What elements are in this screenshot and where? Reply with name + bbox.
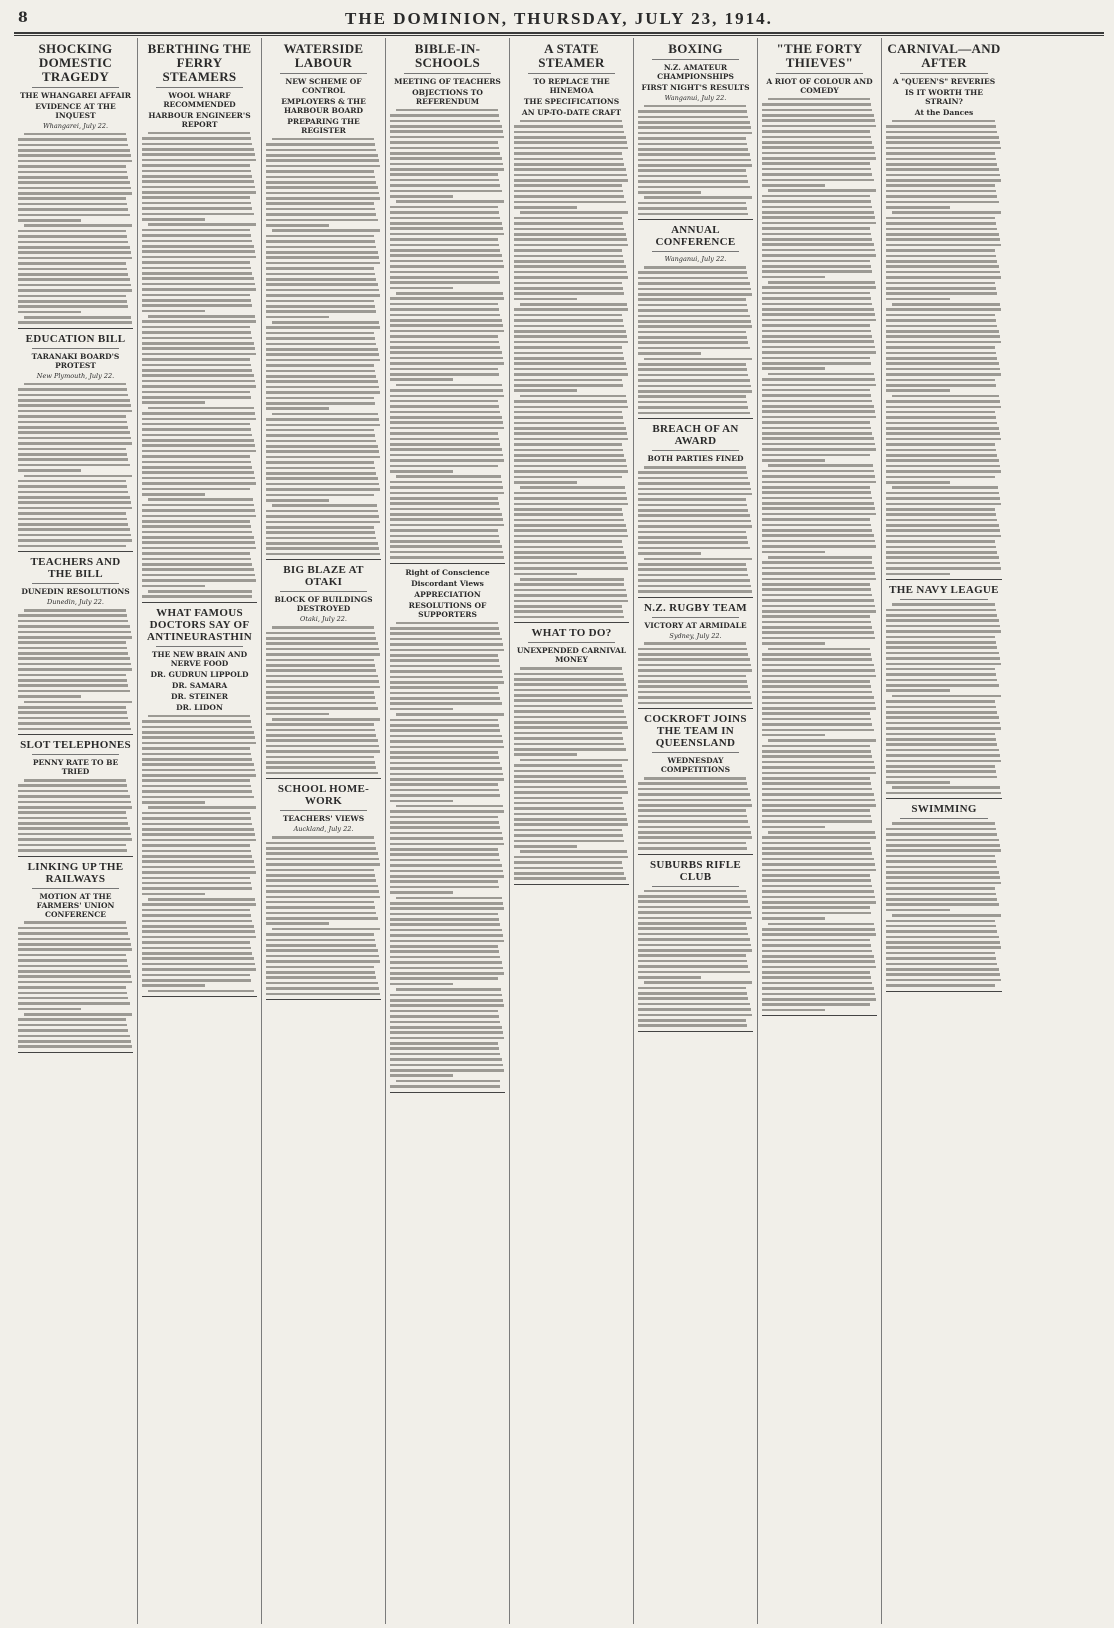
article-body-text (266, 836, 381, 995)
article (390, 42, 505, 564)
masthead (14, 8, 1104, 30)
article (18, 861, 133, 1053)
article (142, 607, 257, 997)
article-subheading: A RIOT OF COLOUR AND COMEDY (766, 77, 873, 95)
headline-rule (156, 87, 243, 88)
headline-rule (900, 73, 988, 74)
article (18, 739, 133, 856)
article-body-text (18, 921, 133, 1048)
headline-rule (32, 87, 119, 88)
article-subheading: EMPLOYERS & THE HARBOUR BOARD (281, 97, 366, 115)
article-headline: SHOCKING DOMESTIC TRAGEDY (38, 41, 113, 84)
headline-rule (280, 810, 367, 811)
article-subheading: BOTH PARTIES FINED (647, 454, 744, 464)
article-subheading: PREPARING THE REGISTER (287, 117, 360, 135)
masthead-rule (14, 32, 1104, 34)
article-separator (390, 1092, 505, 1093)
article-body-text (638, 266, 753, 414)
headline-rule (652, 59, 739, 60)
headline-rule (652, 886, 739, 887)
article-separator (18, 328, 133, 329)
article-separator (18, 734, 133, 735)
article-headline: BIBLE-IN-SCHOOLS (414, 41, 481, 70)
article-body-text (18, 383, 133, 547)
column-6 (634, 38, 758, 1624)
article-body-text (762, 98, 877, 1012)
headline-rule (404, 73, 491, 74)
article-separator (762, 1015, 877, 1016)
headline-rule (32, 583, 119, 584)
article-body-text (886, 120, 1002, 575)
article-subheading: N.Z. AMATEUR CHAMPIONSHIPS (657, 63, 734, 81)
article-subheading: DUNEDIN RESOLUTIONS (21, 587, 130, 597)
article (18, 42, 133, 329)
article (266, 783, 381, 1000)
article-headline: BERTHING THE FERRY STEAMERS (147, 41, 252, 84)
headline-rule (280, 73, 367, 74)
article (390, 568, 505, 1093)
columns (14, 38, 1104, 1624)
article-body-text (638, 777, 753, 850)
article-dateline: Whangarei, July 22. (42, 122, 109, 130)
article-subheading: TO REPLACE THE HINEMOA (533, 77, 610, 95)
article (638, 423, 753, 597)
article-body-text (390, 622, 505, 1088)
article (142, 42, 257, 603)
article-body-text (142, 132, 257, 598)
article-subheading: MOTION AT THE FARMERS' UNION CONFERENCE (36, 891, 115, 919)
article-dateline: New Plymouth, July 22. (36, 372, 115, 381)
article-subheading: AN UP-TO-DATE CRAFT (521, 108, 622, 117)
column-8 (882, 38, 1006, 1624)
article-subheading: DR. STEINER (171, 691, 228, 701)
article-subheading: WOOL WHARF RECOMMENDED (163, 91, 236, 109)
article-subheading: EVIDENCE AT THE INQUEST (35, 102, 116, 120)
headline-rule (528, 73, 615, 74)
article-subheading: Right of Conscience (405, 567, 490, 577)
article-body-text (18, 609, 133, 730)
article-subheading: DR. LIDON (176, 702, 223, 712)
article-separator (514, 884, 629, 885)
article-headline: SCHOOL HOME-WORK (277, 783, 370, 808)
article-subheading: OBJECTIONS TO REFERENDUM (412, 88, 483, 106)
headline-rule (32, 348, 119, 349)
article-subheading: THE SPECIFICATIONS (523, 97, 620, 106)
article-subheading: MEETING OF TEACHERS (394, 77, 501, 86)
article-subheading: TARANAKI BOARD'S PROTEST (31, 352, 120, 371)
headline-rule (528, 642, 615, 643)
page-number: 8 (18, 10, 28, 26)
headline-rule (900, 818, 988, 819)
article-separator (638, 854, 753, 855)
headline-rule (32, 754, 119, 755)
article-dateline: Wanganui, July 22. (664, 255, 727, 264)
article (514, 42, 629, 623)
article-headline: SWIMMING (911, 803, 977, 816)
headline-rule (652, 617, 739, 618)
article (266, 564, 381, 779)
article-body-text (638, 890, 753, 1027)
article-body-text (266, 626, 381, 774)
article-body-text (266, 138, 381, 556)
article-headline: WHAT TO DO? (531, 627, 612, 640)
masthead-rule-thin (14, 35, 1104, 36)
article-separator (886, 798, 1002, 799)
article-separator (638, 708, 753, 709)
article-subheading: RESOLUTIONS OF SUPPORTERS (408, 600, 487, 619)
article-separator (638, 219, 753, 220)
article-dateline: Auckland, July 22. (293, 825, 354, 834)
article-subheading: Discordant Views (411, 578, 484, 588)
article-headline: BIG BLAZE AT OTAKI (283, 564, 364, 589)
article-separator (266, 999, 381, 1000)
article-separator (18, 1052, 133, 1053)
article-subheading: DR. SAMARA (171, 680, 228, 690)
article (886, 42, 1002, 580)
article (18, 333, 133, 552)
article-headline: COCKROFT JOINS THE TEAM IN QUEENSLAND (644, 713, 747, 750)
article (638, 224, 753, 419)
article-subheading: IS IT WORTH THE STRAIN? (905, 88, 983, 106)
headline-rule (280, 591, 367, 592)
article-headline: N.Z. RUGBY TEAM (644, 601, 747, 614)
article-subheading: VICTORY AT ARMIDALE (644, 620, 747, 630)
article-subheading: HARBOUR ENGINEER'S REPORT (148, 111, 251, 129)
column-2 (138, 38, 262, 1624)
article-separator (142, 996, 257, 997)
column-1 (14, 38, 138, 1624)
article-separator (266, 559, 381, 560)
article-headline: EDUCATION BILL (25, 333, 126, 346)
headline-rule (652, 251, 739, 252)
article-subheading: PENNY RATE TO BE TRIED (32, 758, 119, 777)
article (762, 42, 877, 1016)
article-body-text (390, 109, 505, 559)
article-separator (886, 579, 1002, 580)
article-separator (266, 778, 381, 779)
column-3 (262, 38, 386, 1624)
article-headline: A STATE STEAMER (538, 41, 605, 70)
article-subheading: WEDNESDAY COMPETITIONS (660, 756, 731, 775)
article-headline: LINKING UP THE RAILWAYS (27, 860, 124, 885)
article-separator (390, 563, 505, 564)
headline-rule (776, 73, 863, 74)
article (638, 42, 753, 220)
headline-rule (900, 599, 988, 600)
article-separator (886, 991, 1002, 992)
article-separator (514, 622, 629, 623)
column-7 (758, 38, 882, 1624)
article (18, 556, 133, 735)
article-body-text (638, 466, 753, 593)
article-body-text (18, 779, 133, 852)
article (514, 627, 629, 885)
column-5 (510, 38, 634, 1624)
article-dateline: Dunedin, July 22. (47, 598, 104, 607)
headline-rule (652, 450, 739, 451)
article-body-text (514, 120, 629, 619)
article-subheading: A "QUEEN'S" REVERIES (892, 77, 996, 86)
article-headline: THE NAVY LEAGUE (889, 584, 999, 597)
article-headline: SUBURBS RIFLE CLUB (649, 858, 741, 883)
newspaper-title: THE DOMINION, THURSDAY, JULY 23, 1914. (345, 9, 773, 28)
article-body-text (514, 667, 629, 880)
article-subheading: THE WHANGAREI AFFAIR (19, 91, 132, 100)
article-separator (18, 551, 133, 552)
article-headline: WATERSIDE LABOUR (283, 41, 364, 70)
article-headline: BOXING (668, 41, 723, 56)
article-separator (18, 856, 133, 857)
headline-rule (156, 646, 243, 647)
article (886, 803, 1002, 991)
article-dateline: Wanganui, July 22. (664, 94, 727, 102)
article-subheading: TEACHERS' VIEWS (282, 814, 365, 824)
article-separator (638, 1031, 753, 1032)
article-body-text (886, 603, 1002, 794)
article-body-text (638, 105, 753, 215)
article-subheading: THE NEW BRAIN AND NERVE FOOD (151, 649, 248, 668)
article-dateline: Sydney, July 22. (669, 631, 722, 640)
article (638, 602, 753, 710)
article-body-text (886, 822, 1002, 986)
article-body-text (638, 642, 753, 704)
article-body-text (142, 715, 257, 993)
article-subheading: At the Dances (914, 108, 974, 117)
article-dateline: Otaki, July 22. (300, 615, 347, 624)
article (638, 859, 753, 1032)
article-headline: SLOT TELEPHONES (20, 739, 131, 752)
article (638, 713, 753, 854)
headline-rule (32, 888, 119, 889)
article-subheading: NEW SCHEME OF CONTROL (285, 77, 362, 95)
article-headline: ANNUAL CONFERENCE (655, 224, 736, 249)
article-headline: WHAT FAMOUS DOCTORS SAY OF ANTINEURASTHIN (146, 606, 253, 643)
article-headline: BREACH OF AN AWARD (652, 423, 739, 448)
headline-rule (652, 752, 739, 753)
article-separator (638, 418, 753, 419)
article (266, 42, 381, 560)
article-headline: TEACHERS AND THE BILL (30, 556, 121, 581)
article-body-text (18, 133, 133, 324)
article-headline: "THE FORTY THIEVES" (776, 41, 863, 70)
article-headline: CARNIVAL—AND AFTER (887, 41, 1001, 70)
article-separator (142, 602, 257, 603)
article-separator (638, 597, 753, 598)
article-subheading: DR. GUDRUN LIPPOLD (150, 669, 249, 679)
article-subheading: UNEXPENDED CARNIVAL MONEY (516, 646, 627, 665)
article-subheading: APPRECIATION (414, 589, 481, 599)
column-4 (386, 38, 510, 1624)
article-subheading: FIRST NIGHT'S RESULTS (641, 83, 750, 92)
article-subheading: BLOCK OF BUILDINGS DESTROYED (274, 595, 373, 614)
article (886, 584, 1002, 799)
